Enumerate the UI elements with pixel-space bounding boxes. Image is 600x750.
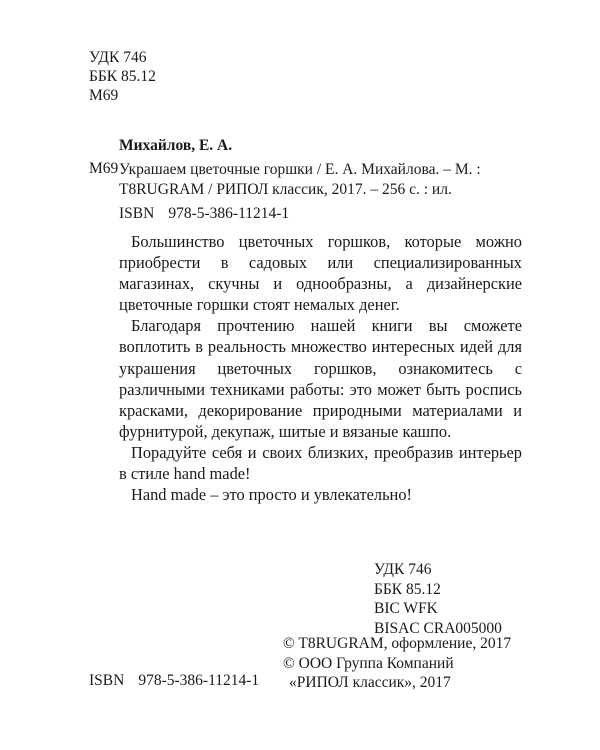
footer-bbk-code: ББК 85.12 [374,580,441,598]
annotation-paragraph: Порадуйте себя и своих близких, преобразив интерьер в стиле hand made! [119,442,522,484]
copyright-block [283,634,511,693]
bib-author-mark: М69 [89,160,119,177]
footer-classification [374,560,502,638]
footer-isbn-number: 978-5-386-11214-1 [138,672,260,689]
bbk-code: ББК 85.12 [89,68,156,85]
annotation-paragraph: Большинство цветочных горшков, которые можно приобрести в садовых или специализированных магазинах, скучны и однообразны, а дизайнерские цветочные горшки стоят немалых денег. [119,232,522,315]
header-classification [89,48,156,105]
footer-isbn [89,672,259,690]
bib-line-1: Украшаем цветочные горшки / Е. А. Михайлова. – М. : [119,161,481,178]
udk-code: УДК 746 [89,49,147,66]
bib-line-2: T8RUGRAM / РИПОЛ классик, 2017. – 256 с. : ил. [119,181,452,198]
bisac-code: BISAC CRA005000 [374,619,502,637]
annotation [119,231,522,505]
isbn-number: 978-5-386-11214-1 [168,205,290,222]
footer-isbn-label: ISBN [89,672,125,689]
isbn-label: ISBN [119,205,155,222]
bic-code: BIC WFK [374,600,438,617]
copyright-line-2: © ООО Группа Компаний [283,654,454,672]
copyright-line-1: © T8RUGRAM, оформление, 2017 [283,635,512,652]
bibliographic-description [119,160,519,200]
footer-udk-code: УДК 746 [374,561,432,578]
isbn-block [119,205,289,223]
annotation-paragraph: Hand made – это просто и увлекательно! [131,485,412,505]
author-mark: М69 [89,87,119,104]
author-name: Михайлов, Е. А. [119,137,233,154]
annotation-paragraph: Благодаря прочтению нашей книги вы сможете воплотить в реальность множество интересных идей для украшения цветочных горшков, ознакомитесь с различными техниками работы: это может быть роспись красками, декорирование природными материалами и фурнитурой, декупаж, шитые и вязаные кашпо. [119,316,522,441]
copyright-line-3: «РИПОЛ классик», 2017 [289,674,451,691]
